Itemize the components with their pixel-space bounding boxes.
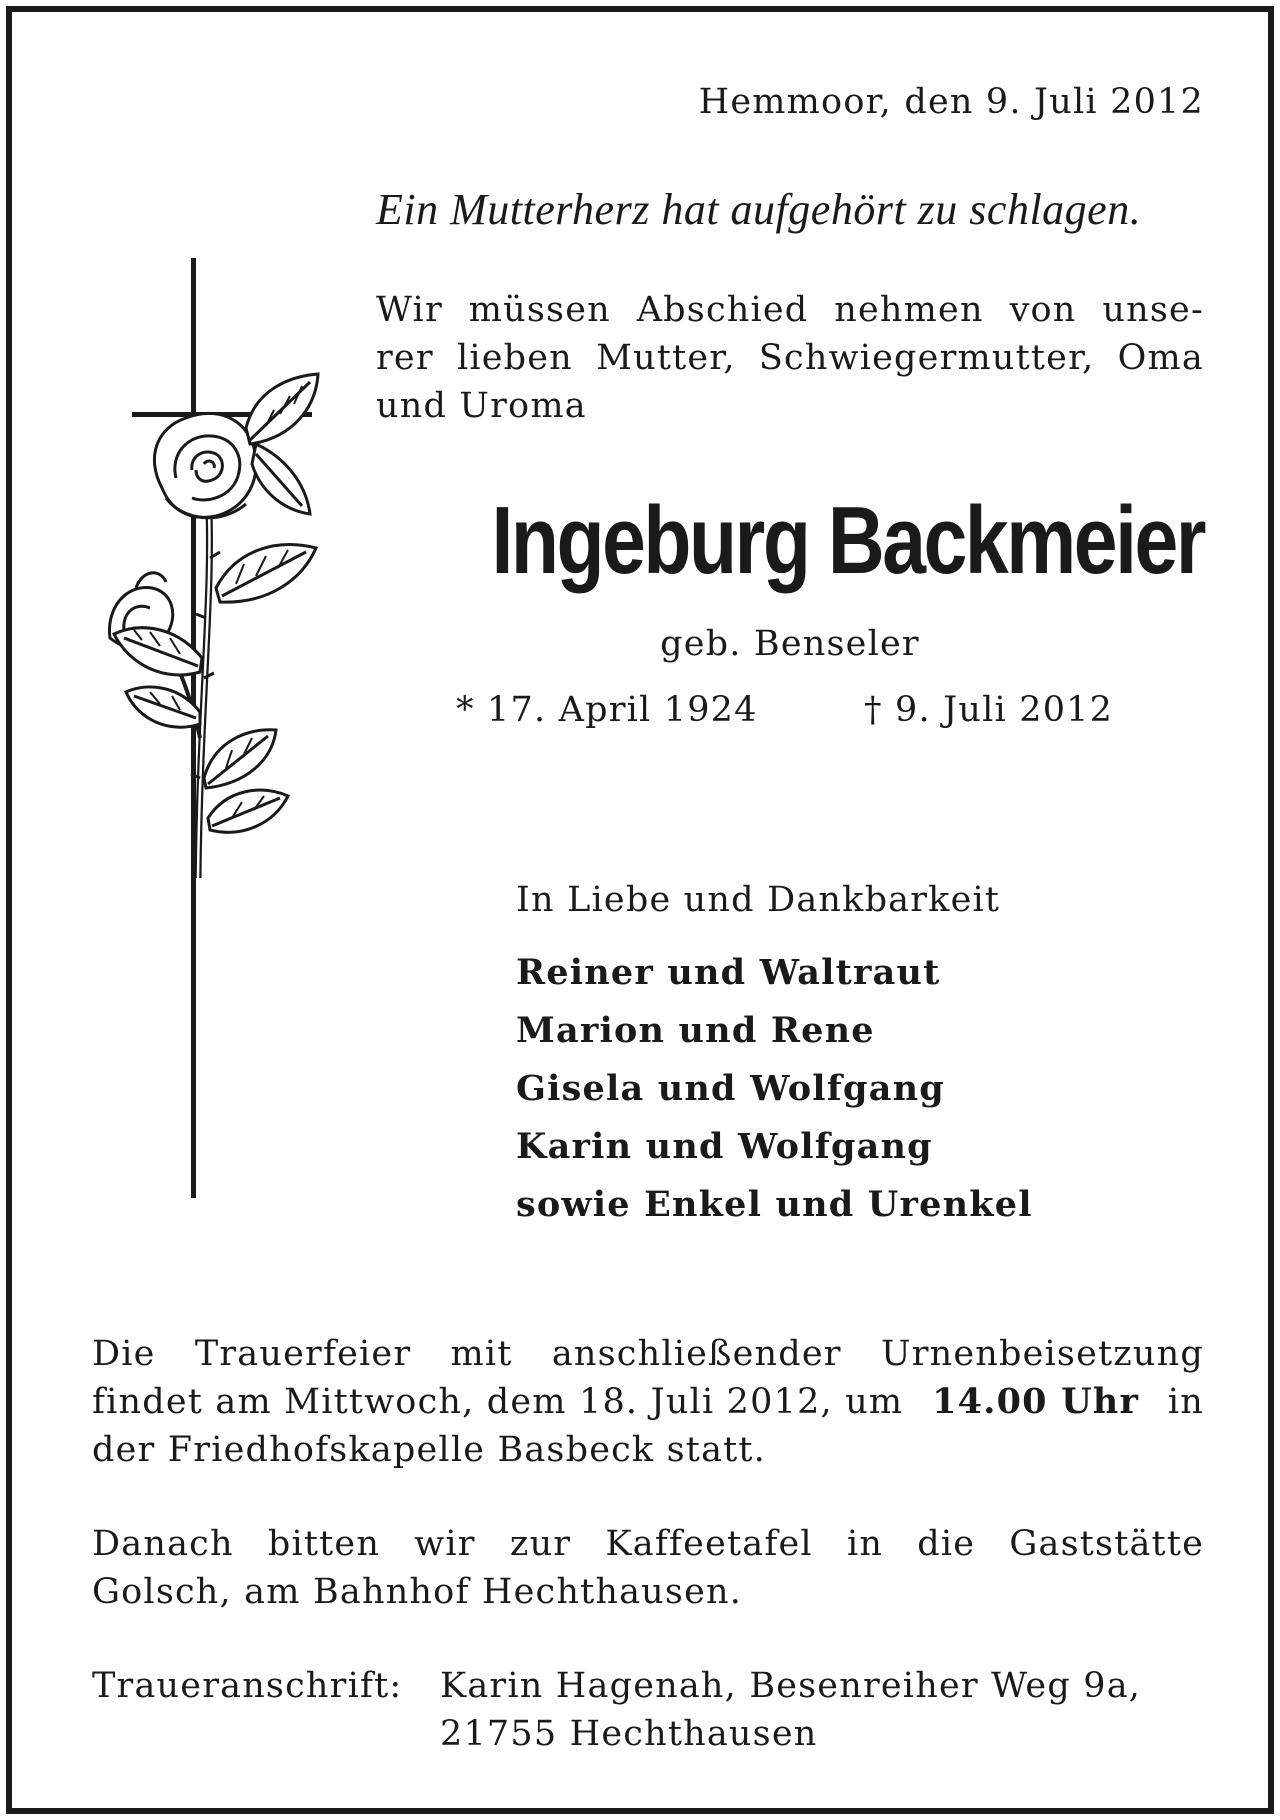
address-label: Traueranschrift: bbox=[92, 1666, 403, 1706]
ceremony-time: 14.00 Uhr bbox=[932, 1381, 1140, 1422]
ceremony-line-1: Die Trauerfeier mit anschließender Urnenbeisetzung bbox=[92, 1334, 1204, 1374]
birth-date: * 17. April 1924 bbox=[456, 690, 758, 730]
ceremony-line-2 bbox=[92, 1378, 1204, 1426]
intro-line-2: rer lieben Mutter, Schwiegermutter, Oma bbox=[376, 338, 1204, 378]
maiden-name: geb. Benseler bbox=[660, 624, 920, 664]
cross-with-rose-icon bbox=[96, 258, 326, 1198]
ceremony-text-end: in bbox=[1167, 1382, 1204, 1422]
reception-line-1: Danach bitten wir zur Kaffeetafel in die Gaststätte bbox=[92, 1524, 1204, 1564]
obituary-notice bbox=[6, 6, 1274, 1814]
family-member: Gisela und Wolfgang bbox=[516, 1068, 945, 1109]
place-date: Hemmoor, den 9. Juli 2012 bbox=[698, 82, 1204, 122]
intro-line-3: und Uroma bbox=[376, 386, 587, 426]
family-member: Karin und Wolfgang bbox=[516, 1126, 933, 1167]
ceremony-text: findet am Mittwoch, dem 18. Juli 2012, um bbox=[92, 1382, 904, 1422]
ceremony-line-3: der Friedhofskapelle Basbeck statt. bbox=[92, 1430, 766, 1470]
reception-line-2: Golsch, am Bahnhof Hechthausen. bbox=[92, 1572, 743, 1612]
address-line-2: 21755 Hechthausen bbox=[440, 1714, 818, 1754]
family-member: Reiner und Waltraut bbox=[516, 952, 941, 993]
intro-line-1: Wir müssen Abschied nehmen von unse- bbox=[376, 290, 1204, 330]
motto: Ein Mutterherz hat aufgehört zu schlagen. bbox=[376, 185, 1142, 234]
family-member: Marion und Rene bbox=[516, 1010, 875, 1051]
family-member: sowie Enkel und Urenkel bbox=[516, 1184, 1033, 1225]
deceased-name: Ingeburg Backmeier bbox=[491, 487, 1204, 594]
death-date: † 9. Juli 2012 bbox=[864, 690, 1114, 730]
address-line-1: Karin Hagenah, Besenreiher Weg 9a, bbox=[440, 1666, 1142, 1706]
closing-line: In Liebe und Dankbarkeit bbox=[516, 880, 1001, 920]
